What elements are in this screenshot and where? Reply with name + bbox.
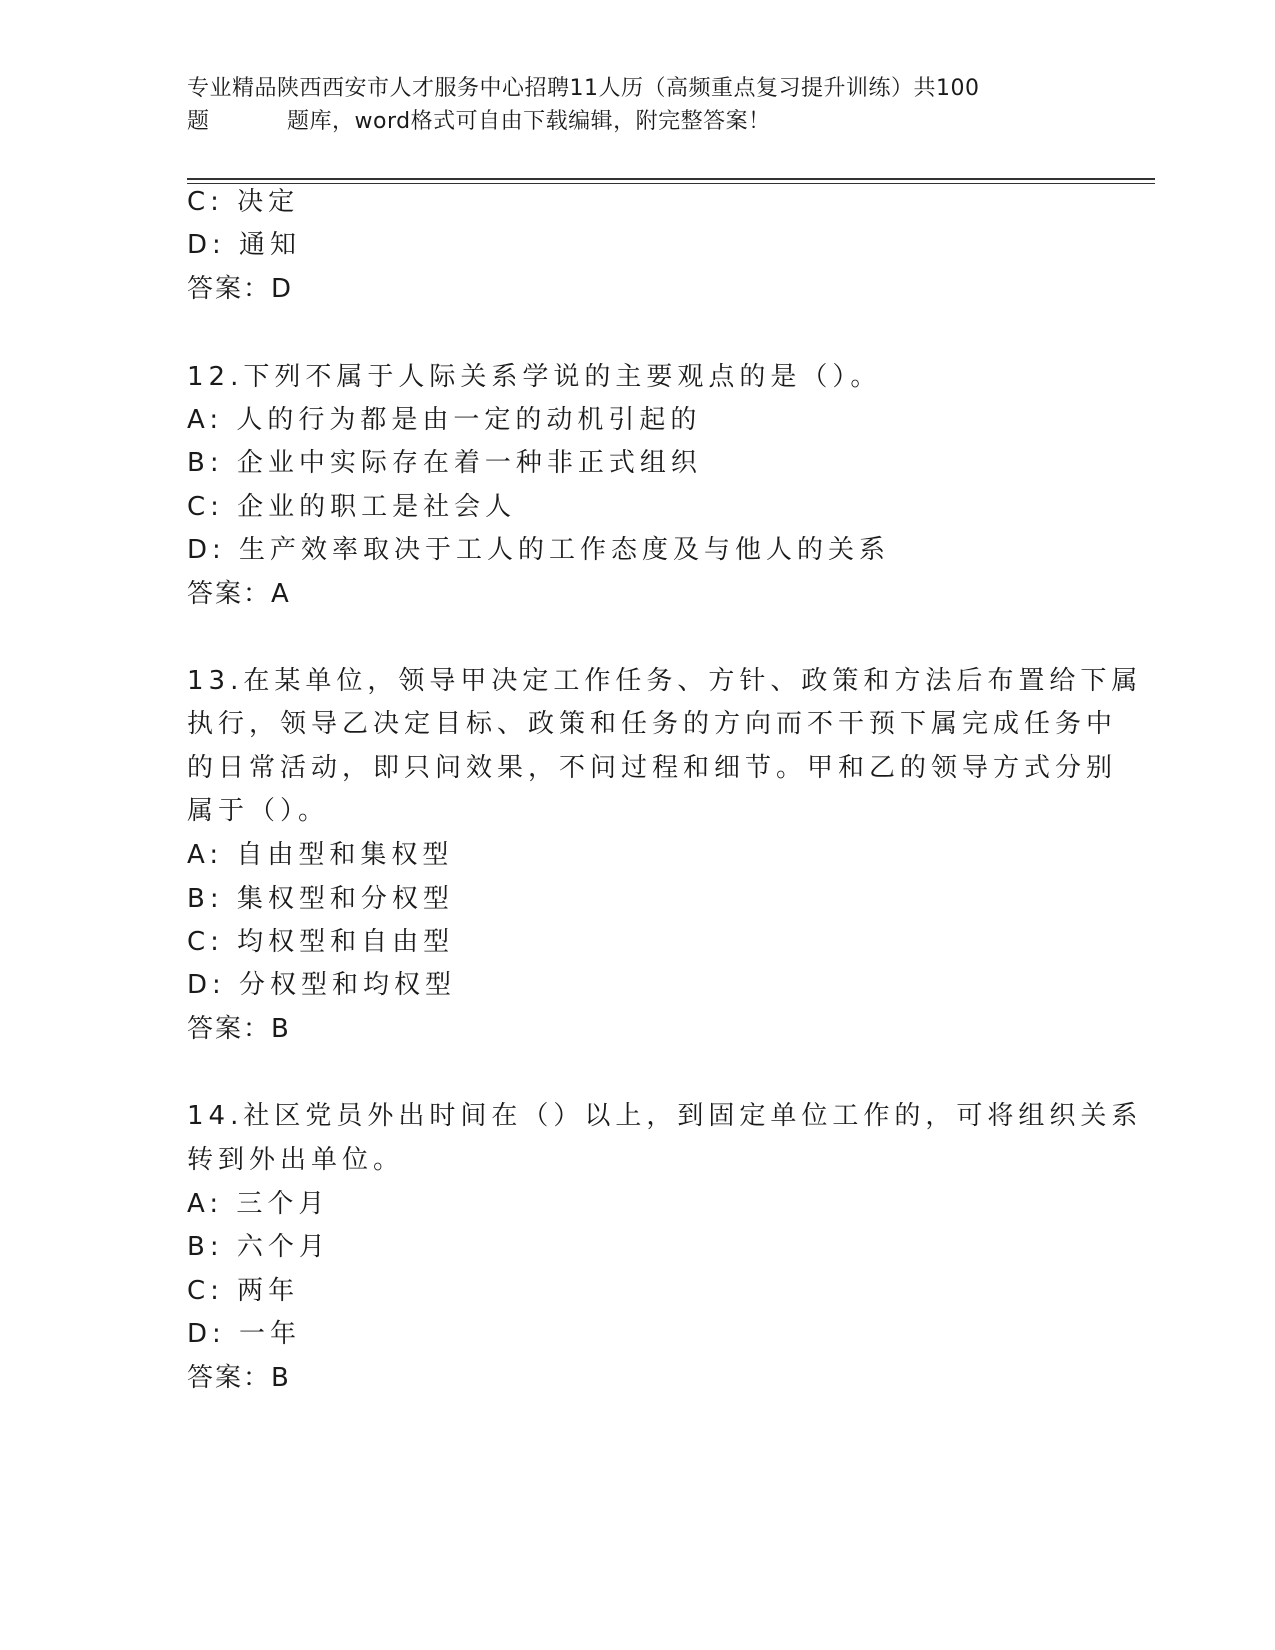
answer-line: 答案：D (187, 274, 294, 304)
question-stem: 14.社区党员外出时间在（）以上，到固定单位工作的，可将组织关系 (187, 1101, 1143, 1131)
option-d: D: 分权型和均权型 (187, 970, 457, 1000)
option-d: D: 一年 (187, 1319, 302, 1349)
option-a: A: 人的行为都是由一定的动机引起的 (187, 405, 702, 435)
header-divider-thin (187, 183, 1155, 184)
header-title-line1: 专业精品陕西西安市人才服务中心招聘11人历（高频重点复习提升训练）共100 (187, 76, 980, 101)
option-d: D: 生产效率取决于工人的工作态度及与他人的关系 (187, 535, 891, 565)
option-a: A: 三个月 (187, 1189, 330, 1219)
question-stem: 执行，领导乙决定目标、政策和任务的方向而不干预下属完成任务中 (187, 709, 1118, 739)
option-a: A: 自由型和集权型 (187, 840, 454, 870)
header-divider-thick (187, 178, 1155, 180)
answer-line: 答案：B (187, 1363, 291, 1393)
document-header (187, 72, 1087, 138)
answer-line: 答案：B (187, 1014, 291, 1044)
question-stem: 属于（）。 (187, 796, 330, 826)
header-title-lead: 题 (187, 109, 210, 134)
option-c: C: 决定 (187, 187, 300, 217)
option-d: D: 通知 (187, 230, 302, 260)
question-stem: 13.在某单位，领导甲决定工作任务、方针、政策和方法后布置给下属 (187, 666, 1143, 696)
answer-line: 答案：A (187, 579, 291, 609)
header-title-line2 (187, 105, 1087, 138)
option-b: B: 六个月 (187, 1232, 330, 1262)
question-stem: 的日常活动，即只问效果，不问过程和细节。甲和乙的领导方式分别 (187, 753, 1118, 783)
question-stem: 12.下列不属于人际关系学说的主要观点的是（）。 (187, 362, 882, 392)
header-title-rest: 题库，word格式可自由下载编辑，附完整答案！ (287, 109, 771, 134)
option-c: C: 均权型和自由型 (187, 927, 455, 957)
option-b: B: 集权型和分权型 (187, 884, 454, 914)
option-c: C: 两年 (187, 1276, 300, 1306)
option-c: C: 企业的职工是社会人 (187, 492, 517, 522)
question-stem: 转到外出单位。 (187, 1145, 405, 1175)
option-b: B: 企业中实际存在着一种非正式组织 (187, 448, 702, 478)
